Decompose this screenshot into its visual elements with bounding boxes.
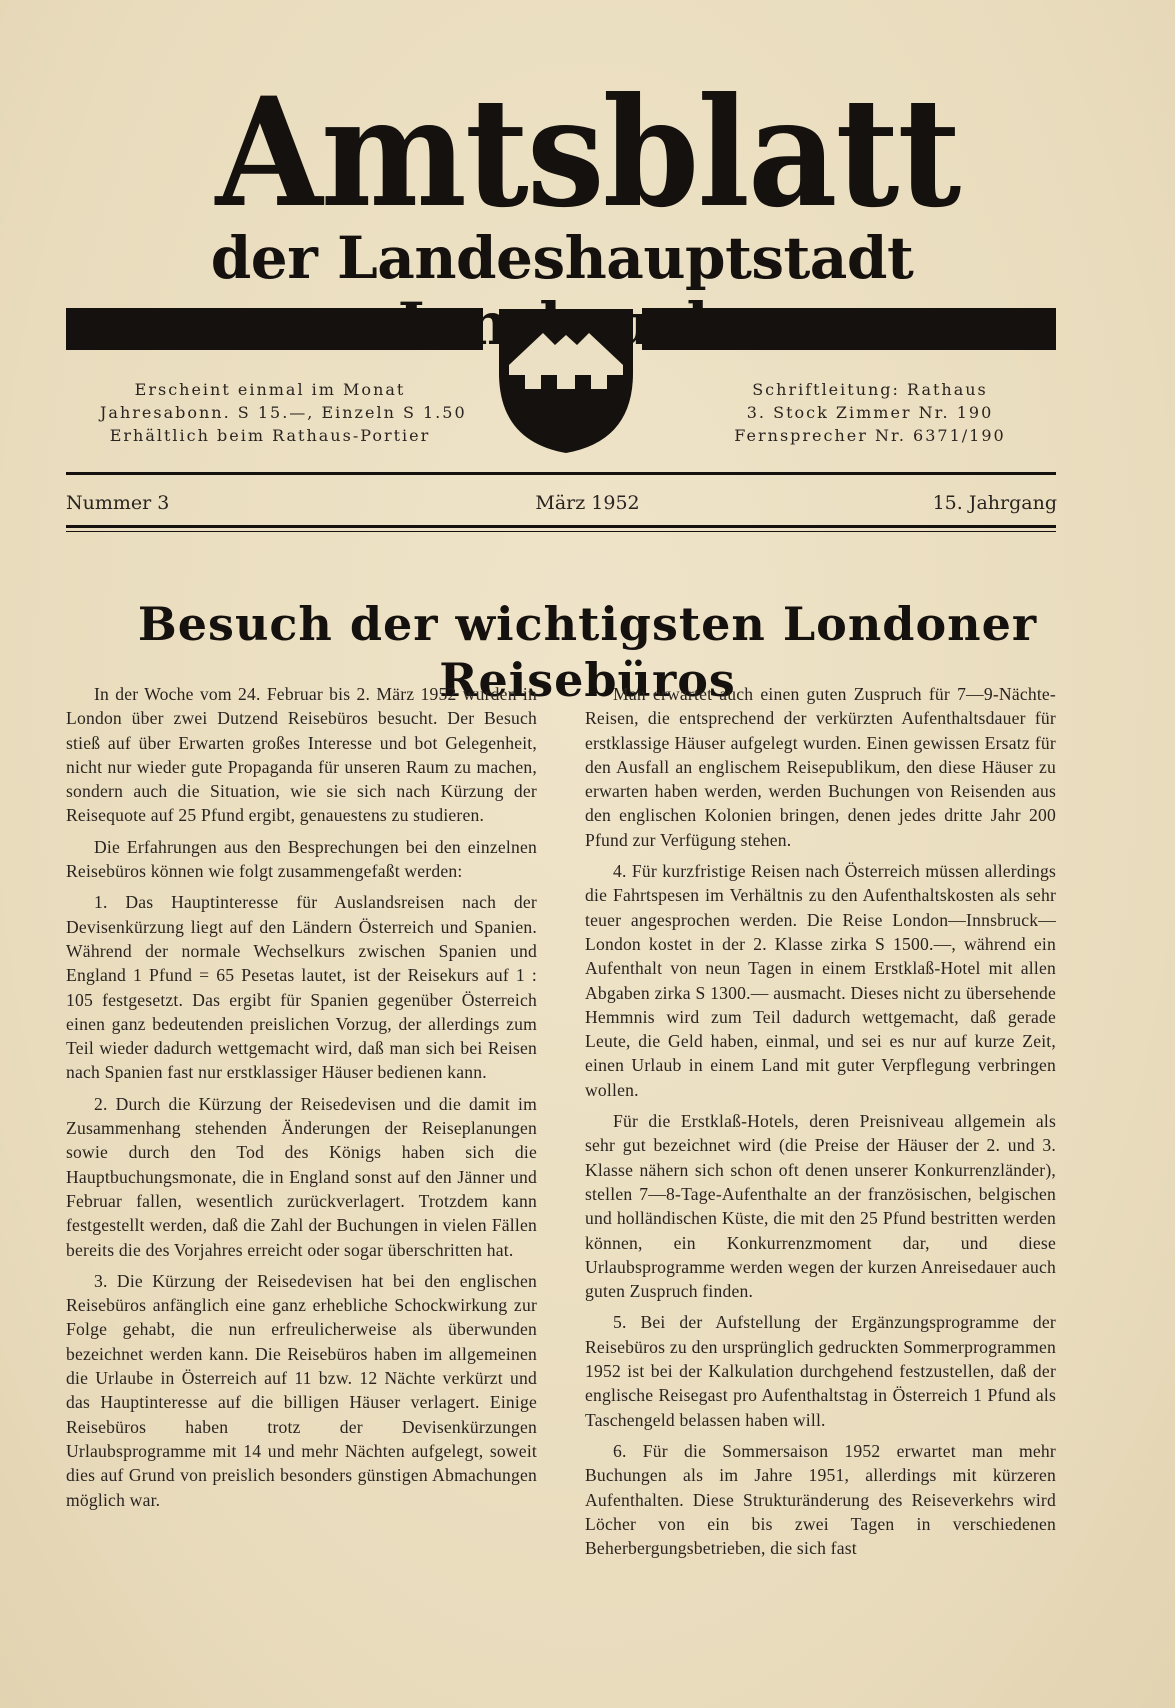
paragraph: Für die Erstklaß-Hotels, deren Preisniveau allgemein als sehr gut bezeichnet wird (die Preise der Häuser der 2. und 3. Klasse nähern sich schon oft denen unserer Konkurrenzländer), stellen 7—8-Tage-Aufenthalte an der französischen, belgischen und holländischen Küste, die mit den 25 Pfund bestritten werden können, ein Konkurrenzmoment dar, und diese Urlaubsprogramme werden wegen der kurzen Anreisedauer auch guten Zuspruch finden. [585, 1111, 1056, 1302]
article-headline: Besuch der wichtigsten Londoner Reisebüros [137, 597, 1038, 707]
info-phone: Fernsprecher Nr. 6371/190 [734, 426, 1006, 445]
masthead-bar-left [66, 308, 483, 350]
article-column-left [66, 682, 537, 1519]
paragraph: 1. Das Hauptinteresse für Auslandsreisen nach der Devisenkürzung liegt auf den Ländern Österreich und Spanien. Während der normale Wechselkurs zwischen Spanien und England 1 Pfund = 65 Pesetas lautet, ist der Reisekurs auf 1 : 105 festgesetzt. Das ergibt für Spanien gegenüber Österreich einen ganz bedeutenden preislichen Vorzug, der allerdings zum Teil wieder dadurch wettgemacht wird, daß man sich bei Reisen nach Spanien fast nur erstklassiger Häuser bedienen kann. [66, 892, 537, 1083]
info-availability: Erhältlich beim Rathaus-Portier [109, 426, 431, 445]
paragraph: 6. Für die Sommersaison 1952 erwartet man mehr Buchungen als im Jahre 1951, allerdings mit kürzeren Aufenthalten. Diese Strukturänderung des Reiseverkehrs wird Löcher von ein bis zwei Tagen in verschiedenen Beherbergungsbetrieben, die sich fast [585, 1440, 1056, 1559]
info-room: 3. Stock Zimmer Nr. 190 [746, 403, 994, 422]
publication-info [100, 378, 467, 447]
info-editorial-office: Schriftleitung: Rathaus [752, 380, 988, 399]
masthead-title: Amtsblatt [215, 65, 960, 241]
paragraph: Man erwartet auch einen guten Zuspruch für 7—9-Nächte-Reisen, die entsprechend der verkürzten Aufenthaltsdauer für erstklassige Häuser aufgelegt wurden. Einen gewissen Ersatz für den Ausfall an englischem Reisepublikum, den diese Häuser zu erwarten haben werden, werden Buchungen von Reisenden aus den englischen Kolonien bringen, denen jedes dritte Jahr 200 Pfund zur Verfügung stehen. [585, 684, 1056, 850]
paragraph: In der Woche vom 24. Februar bis 2. März 1952 wurden in London über zwei Dutzend Reisebüros besucht. Der Besuch stieß auf über Erwarten großes Interesse und bot Gelegenheit, nicht nur wieder gute Propaganda für unseren Raum zu machen, sondern auch die Situation, wie sie sich nach Kürzung der Reisequote auf 25 Pfund ergibt, genauestens zu studieren. [66, 684, 537, 826]
masthead-bar-right [642, 308, 1056, 350]
info-price: Jahresabonn. S 15.—, Einzeln S 1.50 [100, 403, 467, 422]
issue-volume: 15. Jahrgang [932, 492, 1057, 514]
editorial-info [670, 378, 1070, 447]
issue-number: Nummer 3 [66, 492, 170, 514]
innsbruck-coat-of-arms-icon [495, 303, 637, 455]
paragraph: 4. Für kurzfristige Reisen nach Österreich müssen allerdings die Fahrtspesen im Verhältnis zu den Aufenthaltskosten als sehr teuer angesprochen werden. Die Reise London—Innsbruck—London kostet in der 2. Klasse zirka S 1500.—, während ein Aufenthalt von neun Tagen in einem Erstklaß-Hotel mit allen Abgaben zirka S 1300.— ausmacht. Dieses nicht zu übersehende Hemmnis wird zum Teil dadurch wettgemacht, daß gerade Leute, die Geld haben, einmal, und sei es nur auf kurze Zeit, einen Urlaub in einem Land mit guter Verpflegung verbringen wollen. [585, 861, 1056, 1100]
masthead-subtitle: der Landeshauptstadt [210, 224, 914, 292]
article-column-right [585, 682, 1056, 1567]
rule-bottom [66, 525, 1056, 528]
rule-top [66, 472, 1056, 475]
rule-bottom-thin [66, 531, 1056, 532]
paragraph: 3. Die Kürzung der Reisedevisen hat bei den englischen Reisebüros anfänglich eine ganz erhebliche Schockwirkung zur Folge gehabt, die nun erfreulicherweise als überwunden bezeichnet werden kann. Die Reisebüros haben im allgemeinen die Urlaube in Österreich auf 11 bzw. 12 Nächte verkürzt und das Hauptinteresse auf die billigen Häuser verlagert. Einige Reisebüros haben trotz der Devisenkürzungen Urlaubsprogramme mit 14 und mehr Nächten aufgelegt, soweit dies auf Grund von preislich besonders günstigen Abmachungen möglich war. [66, 1270, 537, 1510]
issue-date: März 1952 [535, 492, 640, 514]
paragraph: 5. Bei der Aufstellung der Ergänzungsprogramme der Reisebüros zu den ursprünglich gedruckten Sommerprogrammen 1952 ist bei der Kalkulation durchgehend festzustellen, daß der englische Reisegast pro Aufenthaltstag in Österreich 1 Pfund als Taschengeld belassen haben will. [585, 1312, 1056, 1430]
info-frequency: Erscheint einmal im Monat [134, 380, 406, 399]
paragraph: 2. Durch die Kürzung der Reisedevisen und die damit im Zusammenhang stehenden Änderungen der Reiseplanungen sowie durch den Tod des Königs haben sich die Hauptbuchungsmonate, die in England sonst auf den Jänner und Februar fallen, wesentlich zurückverlagert. Trotzdem kann festgestellt werden, daß die Zahl der Buchungen in vielen Fällen bereits die des Vorjahres erreicht oder sogar überschritten hat. [66, 1093, 537, 1260]
paragraph: Die Erfahrungen aus den Besprechungen bei den einzelnen Reisebüros können wie folgt zusammengefaßt werden: [66, 836, 537, 882]
